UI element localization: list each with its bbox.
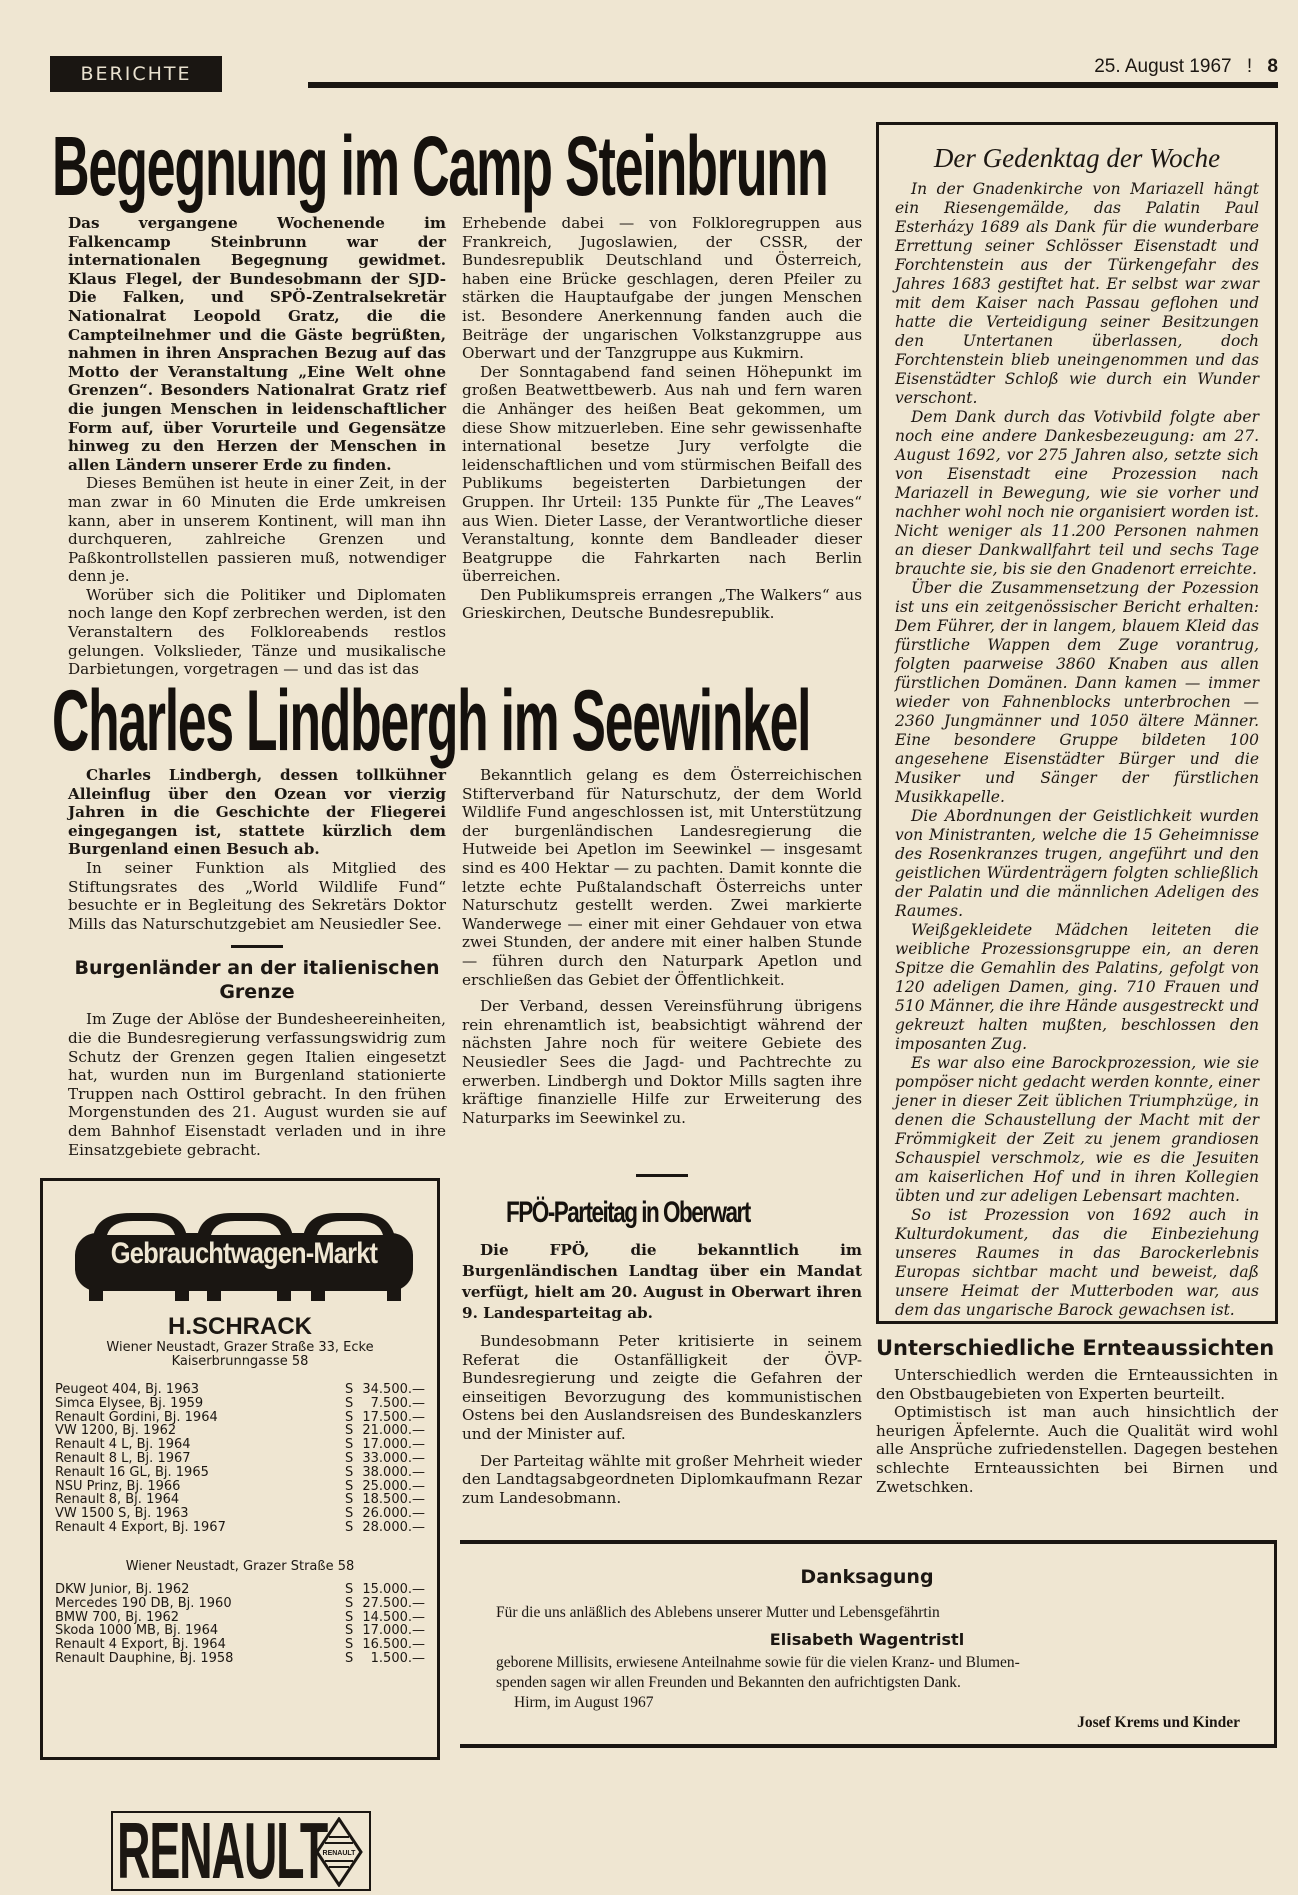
danksagung-signature: Josef Krems und Kinder	[1077, 1714, 1240, 1731]
page-number: 8	[1267, 56, 1278, 77]
gedenktag-body	[879, 180, 1275, 1320]
paragraph: So ist Prozession von 1692 auch in Kulturdokument, das die Einbeziehung unseres Raumes in das Barockerlebnis Europas sichtbar macht und beweist, daß unsere Heimat der Mutterboden war, aus dem das ungarische Barock gewachsen ist.	[895, 1206, 1259, 1319]
ad-banner-title: Gebrauchtwagen-Markt	[110, 1237, 378, 1270]
paragraph: In der Gnadenkirche von Mariazell hängt ein Riesengemälde, das Palatin Paul Esterházy 1689 als Dank für die wunderbare Errettung seiner Schlösser Eisenstadt und Forchtenstein aus der Türkengefahr des Jahres 1683 gestiftet hat. Er selbst war zwar mit dem Kaiser nach Passau geflohen und hatte die Verteidigung seiner Besitzungen den Untertanen überlassen, doch Forchtenstein blieb uneingenommen und das Eisenstädter Schloß wie durch ein Wunder verschont.	[895, 180, 1259, 407]
paragraph: In seiner Funktion als Mitglied des Stiftungsrates des „World Wildlife Fund“ besuchte er in Begleitung des Sekretärs Doktor Mills das Naturschutzgebiet am Neusiedler See.	[68, 858, 446, 933]
issue-date: 25. August 1967	[1094, 56, 1232, 77]
list-item: Renault Gordini, Bj. 1964 S 17.500.—	[55, 1409, 425, 1425]
gedenktag-box	[876, 122, 1278, 1324]
list-item: VW 1500 S, Bj. 1963 S 26.000.—	[55, 1506, 425, 1522]
gedenktag-title: Der Gedenktag der Woche	[933, 143, 1221, 173]
article-lindbergh-col2	[462, 766, 862, 1127]
list-item: BMW 700, Bj. 1962 S 14.500.—	[55, 1609, 425, 1625]
paragraph: Unterschiedlich werden die Ernteaussichten in den Obstbaugebieten von Experten beurteilt.	[876, 1366, 1278, 1403]
paragraph: Es war also eine Barockprozession, wie sie pompöser nicht gedacht werden konnte, einer jener in dieser Zeit üblichen Triumphzüge, in denen die Schaustellung der Macht mit der Frömmigkeit der Zeit zu jenem grandiosen Schauspiel verschmolz, wie es die Jesuiten am kaiserlichen Hof und in ihren Kollegien übten und zur adeligen Lebensart machten.	[895, 1054, 1260, 1205]
paragraph: Die Abordnungen der Geistlichkeit wurden von Ministranten, welche die 15 Geheimnisse des Rosenkranzes trugen, angeführt und den geistlichen Würdenträgern folgten schließlich der Palatin und die männlichen Adeligen des Raumes.	[895, 807, 1259, 920]
headline-grenze: Burgenländer an der italienischen Grenze	[74, 957, 440, 1004]
paragraph: Im Zuge der Ablöse der Bundesheereinheiten, die die Bundesregierung verfassungswidrig zum Schutz der Grenzen gegen Italien eingesetzt hat, wurden nun im Burgenland stationierte Truppen nach Osttirol gebracht. In den frühen Morgenstunden des 21. August wurden sie auf dem Bahnhof Eisenstadt verladen und in ihre Einsatzgebiete gebracht.	[68, 1010, 446, 1159]
deceased-name: Elisabeth Wagentristl	[769, 1630, 965, 1649]
article-lead: Charles Lindbergh, dessen tollkühner Alleinflug über den Ozean vor vierzig Jahren in die Geschichte der Fliegerei eingegangen ist, stattete kürzlich dem Burgenland einen Besuch ab.	[68, 766, 446, 859]
danksagung-line: spenden sagen wir allen Freunden und Bekannten den aufrichtigsten Dank.	[496, 1674, 961, 1691]
paragraph: Über die Zusammensetzung der Pozession ist uns ein zeitgenössischer Bericht erhalten: Dem Führer, der in langem, blauem Kleid das fürstliche Wappen dem Zuge vorantrug, folgten paarweise 3860 Knaben aus allen fürstlichen Domänen. Dann kamen — immer wieder von Fahnenblocks unterbrochen — 2360 Jungmänner und 1050 ältere Männer. Eine besondere Gruppe bildeten 100 angesehene Eisenstädter Bürger und die Musiker und Sänger der fürstlichen Musikkapelle.	[895, 579, 1259, 806]
danksagung-line: Für die uns anläßlich des Ablebens unserer Mutter und Lebensgefährtin	[496, 1604, 940, 1621]
list-item: VW 1200, Bj. 1962 S 21.000.—	[55, 1423, 425, 1439]
page-mark: !	[1246, 56, 1253, 77]
list-item: Peugeot 404, Bj. 1963 S 34.500.—	[55, 1382, 425, 1397]
list-item: Renault Dauphine, Bj. 1958 S 1.500.—	[55, 1650, 425, 1666]
car-price-list-2	[55, 1583, 425, 1666]
list-item: Mercedes 190 DB, Bj. 1960 S 27.500.—	[55, 1595, 425, 1611]
danksagung-title: Danksagung	[800, 1566, 934, 1588]
list-item: Skoda 1000 MB, Bj. 1964 S 17.000.—	[55, 1623, 425, 1639]
headline-ernte: Unterschiedliche Ernteaussichten	[876, 1336, 1275, 1360]
divider	[231, 945, 283, 948]
ad-company-name: H.SCHRACK	[168, 1313, 312, 1340]
renault-logo	[111, 1806, 371, 1895]
paragraph: Der Sonntagabend fand seinen Höhepunkt im großen Beatwettbewerb. Aus nah und fern waren die Anhänger des heißen Beat gekommen, um diese Show mitzuerleben. Eine sehr gewissenhafte international besetze Jury verfolgte die leidenschaftlichen und vom stürmischen Beifall des Publikums begeisterten Darbietungen der Gruppen. Ihr Urteil: 135 Punkte für „The Leaves“ aus Wien. Dieter Lasse, der Verantwortliche dieser Veranstaltung, konnte dem Bandleader dieser Beatgruppe die Fahrkarten nach Berlin überreichen.	[462, 362, 862, 586]
danksagung-line: geborene Millisits, erwiesene Anteilnahme sowie für die vielen Kranz- und Blumen-	[496, 1654, 1020, 1671]
issue-date-line	[1084, 56, 1278, 78]
danksagung-notice	[460, 1540, 1277, 1748]
ad-address: Wiener Neustadt, Grazer Straße 33, Ecke Kaiserbrunngasse 58	[106, 1340, 374, 1369]
list-item: Renault 8 L, Bj. 1967 S 33.000.—	[55, 1450, 425, 1466]
paragraph: Worüber sich die Politiker und Diplomaten noch lange den Kopf zerbrechen werden, ist den Veranstaltern des Folkloreabends restlos gelungen. Volkslieder, Tänze und musikalische Darbietungen, vorgetragen — und das ist das	[68, 585, 446, 679]
list-item: NSU Prinz, Bj. 1966 S 25.000.—	[55, 1478, 425, 1494]
renault-diamond-icon	[315, 1817, 363, 1887]
article-ernte-body	[876, 1366, 1278, 1496]
paragraph: Weißgekleidete Mädchen leiteten die weibliche Prozessionsgruppe ein, an deren Spitze die Gemahlin des Palatins, gefolgt von 120 adeligen Damen, ging. 710 Frauen und 510 Männer, die ihre Hände ausgestreckt und gekreuzt halten mußten, beschlossen den imposanten Zug.	[895, 921, 1259, 1053]
masthead-rule	[308, 82, 1278, 88]
article-camp-col2	[462, 214, 862, 623]
car-price-list-1	[55, 1383, 425, 1535]
paragraph: Erhebende dabei — von Folkloregruppen aus Frankreich, Jugoslawien, der CSSR, der Bundesrepublik Deutschland und Österreich, haben eine Brücke geschlagen, deren Pfeiler zu stärken die Hauptaufgabe der jungen Menschen ist. Besondere Anerkennung fanden auch die Beiträge der ungarischen Volkstanzgruppe aus Oberwart und der Tanzgruppe aus Kukmirn.	[462, 214, 862, 363]
list-item: Renault 8, Bj. 1964 S 18.500.—	[55, 1492, 425, 1508]
paragraph: Optimistisch ist man auch hinsichtlich der heurigen Äpfelernte. Auch die Qualität wird wohl alle Ansprüche zufriedenstellen. Dagegen bestehen schlechte Ernteaussichten bei Birnen und Zwetschken.	[876, 1403, 1278, 1496]
list-item: Renault 16 GL, Bj. 1965 S 38.000.—	[55, 1464, 425, 1480]
paragraph: Bundesobmann Peter kritisierte in seinem Referat die Ostanfälligkeit der ÖVP-Bundesregierung und zeigte die Gefahren der einseitigen Bevorzugung des kommunistischen Ostens bei den Auslandsreisen des Bundeskanzlers und der Minister auf.	[462, 1332, 862, 1443]
headline-fpoe: FPÖ-Parteitag in Oberwart	[506, 1196, 750, 1229]
article-fpoe-body	[462, 1240, 862, 1507]
list-item: Renault 4 L, Bj. 1964 S 17.000.—	[55, 1437, 425, 1453]
section-label: BERICHTE	[50, 56, 222, 92]
renault-wordmark: RENAULT	[117, 1806, 328, 1895]
paragraph: Bekanntlich gelang es dem Österreichischen Stifterverband für Naturschutz, der dem World Wildlife Fund angeschlossen ist, mit Unterstützung der burgenländischen Landesregierung die Hutweide bei Apetlon im Seewinkel — insgesamt sind es 400 Hektar — zu pachten. Damit konnte die letzte echte Pußtalandschaft Österreichs unter Naturschutz gestellt werden. Zwei markierte Wanderwege — einer mit einer Gehdauer von etwa zwei Stunden, der andere mit einer halben Stunde — führen durch den Naturpark Apetlon und erschließen das Gebiet der Öffentlichkeit.	[462, 766, 862, 989]
three-cars-icon	[71, 1207, 417, 1303]
list-item: Simca Elysee, Bj. 1959 S 7.500.—	[55, 1395, 425, 1411]
paragraph: Dieses Bemühen ist heute in einer Zeit, in der man zwar in 60 Minuten die Erde umkreisen kann, aber in unserem Kontinent, will man ihn durchqueren, zahlreiche Grenzen und Paßkontrollstellen passieren muß, notwendiger denn je.	[68, 474, 446, 586]
danksagung-place-date: Hirm, im August 1967	[514, 1694, 654, 1711]
article-lead: Die FPÖ, die bekanntlich im Burgenländischen Landtag über ein Mandat verfügt, hielt am 20. August in Oberwart ihren 9. Landesparteitag ab.	[462, 1241, 862, 1322]
paragraph: Der Verband, dessen Vereinsführung übrigens rein ehrenamtlich ist, beabsichtigt während der nächsten Jahre noch für weitere Gebiete des Neusiedler Sees die Jagd- und Pachtrechte zu erwerben. Lindbergh und Doktor Mills sagten ihre kräftige finanzielle Hilfe zur Erweiterung des Naturparks im Seewinkel zu.	[462, 997, 862, 1127]
paragraph: Dem Dank durch das Votivbild folgte aber noch eine andere Dankesbezeugung: am 27. August 1692, vor 275 Jahren also, setzte sich von Eisenstadt eine Prozession nach Mariazell in Bewegung, wie sie vorher und nachher wohl noch nie organisiert worden ist. Nicht weniger als 11.200 Personen nahmen an dieser Dankwallfahrt teil und sechs Tage brauchte sie, bis sie den Gnadenort erreichte.	[895, 408, 1259, 578]
article-camp-col1	[68, 214, 446, 679]
article-lindbergh-col1	[68, 766, 446, 1159]
list-item: Renault 4 Export, Bj. 1967 S 28.000.—	[55, 1519, 425, 1535]
list-item: Renault 4 Export, Bj. 1964 S 16.500.—	[55, 1637, 425, 1653]
paragraph: Den Publikumspreis errangen „The Walkers“ aus Grieskirchen, Deutsche Bundesrepublik.	[462, 585, 862, 623]
headline-lindbergh: Charles Lindbergh im Seewinkel	[52, 673, 811, 769]
divider	[636, 1174, 688, 1177]
svg-text:RENAULT: RENAULT	[322, 1850, 356, 1857]
headline-camp-steinbrunn: Begegnung im Camp Steinbrunn	[52, 119, 828, 213]
paragraph: Der Parteitag wählte mit großer Mehrheit wieder den Landtagsabgeordneten Diplomkaufmann Rezar zum Landesobmann.	[462, 1451, 862, 1507]
list-item: DKW Junior, Bj. 1962 S 15.000.—	[55, 1582, 425, 1597]
ad-address-2: Wiener Neustadt, Grazer Straße 58	[125, 1559, 355, 1574]
article-lead: Das vergangene Wochenende im Falkencamp Steinbrunn war der internationalen Begegnung gewidmet. Klaus Flegel, der Bundesobmann der SJD-Die Falken, und SPÖ-Zentralsekretär Nationalrat Leopold Gratz, die die Campteilnehmer und die Gäste begrüßten, nahmen in ihren Ansprachen Bezug auf das Motto der Veranstaltung „Eine Welt ohne Grenzen“. Besonders Nationalrat Gratz rief die jungen Menschen in leidenschaftlicher Form auf, über Vorurteile und Gegensätze hinweg zu den Herzen der Menschen in allen Ländern unserer Erde zu finden.	[68, 214, 446, 474]
used-car-advertisement	[40, 1178, 440, 1895]
